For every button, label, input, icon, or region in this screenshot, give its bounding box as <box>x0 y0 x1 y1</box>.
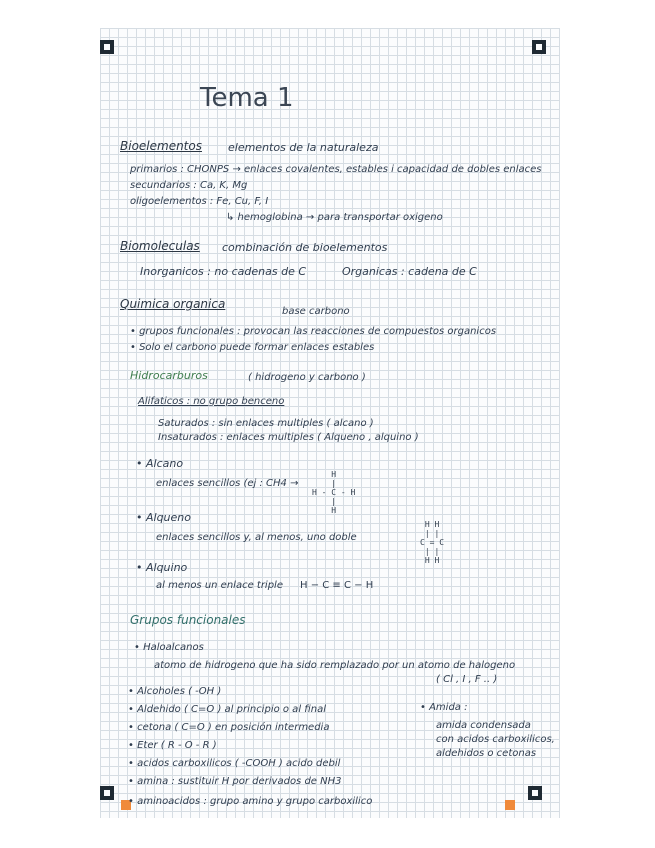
alcano-desc: enlaces sencillos (ej : CH4 → <box>156 478 299 489</box>
alquino-desc: al menos un enlace triple <box>156 580 283 591</box>
hidrocarburos-note: ( hidrogeno y carbono ) <box>248 372 366 383</box>
orange-marker-right <box>505 800 515 810</box>
amida-desc-2: con acidos carboxilicos, <box>436 734 555 745</box>
oligo-note: ↳ hemoglobina → para transportar oxigeno <box>226 212 443 223</box>
amida-desc-3: aldehidos o cetonas <box>436 748 537 759</box>
alcoholes-line: • Alcoholes ( -OH ) <box>128 686 222 697</box>
primarios-line: primarios : CHONPS → enlaces covalentes, estables i capacidad de dobles enlaces <box>130 164 542 175</box>
corner-marker-top-right <box>532 40 546 54</box>
haloalcanos-title: • Haloalcanos <box>134 642 204 653</box>
saturados-line: Saturados : sin enlaces multiples ( alcano ) <box>158 418 374 429</box>
page-title: Tema 1 <box>200 83 294 113</box>
alifaticos-line: Alifaticos : no grupo benceno <box>138 396 285 407</box>
haloalcanos-list: ( Cl , I , F .. ) <box>436 674 498 685</box>
grupos-heading: Grupos funcionales <box>130 613 246 627</box>
hidrocarburos-heading: Hidrocarburos <box>130 369 208 382</box>
cetona-line: • cetona ( C=O ) en posición intermedia <box>128 722 330 733</box>
oligoelementos-line: oligoelementos : Fe, Cu, F, I <box>130 196 269 207</box>
alqueno-title: • Alqueno <box>136 511 191 524</box>
insaturados-line: Insaturados : enlaces multiples ( Alqueno , alquino ) <box>158 432 419 443</box>
alqueno-formula-line: C = C <box>420 538 445 547</box>
alcano-formula <box>312 470 355 515</box>
inorganicas-line: Inorganicos : no cadenas de C <box>140 265 307 278</box>
amida-desc-1: amida condensada <box>436 720 531 731</box>
alqueno-formula-line: H H <box>424 556 440 565</box>
quimica-definition: base carbono <box>282 306 350 317</box>
alcano-formula-line: | <box>331 497 337 506</box>
alcano-formula-line: H - C - H <box>312 488 356 497</box>
alqueno-formula-line: | | <box>424 529 440 538</box>
alcano-formula-line: | <box>331 479 337 488</box>
amina-line: • amina : sustituir H por derivados de NH3 <box>128 776 342 787</box>
eter-line: • Eter ( R - O - R ) <box>128 740 217 751</box>
corner-marker-top-left <box>100 40 114 54</box>
amida-title: • Amida : <box>420 702 468 713</box>
biomoleculas-heading: Biomoleculas <box>120 239 200 253</box>
haloalcanos-desc: atomo de hidrogeno que ha sido remplazado por un atomo de halogeno <box>154 660 516 671</box>
alqueno-formula-line: | | <box>424 547 440 556</box>
bioelementos-definition: elementos de la naturaleza <box>228 141 379 154</box>
alcano-formula-line: H <box>331 506 337 515</box>
alcano-formula-line: H <box>331 470 337 479</box>
alquino-formula: H − C ≡ C − H <box>300 580 374 591</box>
alqueno-formula-line: H H <box>424 520 440 529</box>
organicas-line: Organicas : cadena de C <box>342 265 477 278</box>
quimica-heading: Quimica organica <box>120 297 226 311</box>
grupos-funcionales-note: • grupos funcionales : provocan las reacciones de compuestos organicos <box>130 326 497 337</box>
carbono-note: • Solo el carbono puede formar enlaces estables <box>130 342 375 353</box>
alquino-title: • Alquino <box>136 561 188 574</box>
secundarios-line: secundarios : Ca, K, Mg <box>130 180 248 191</box>
alcano-title: • Alcano <box>136 457 184 470</box>
acidos-line: • acidos carboxilicos ( -COOH ) acido debil <box>128 758 341 769</box>
aldehido-line: • Aldehido ( C=O ) al principio o al final <box>128 704 326 715</box>
aminoacidos-line: • aminoacidos : grupo amino y grupo carboxilico <box>128 796 373 807</box>
corner-marker-bottom-right <box>528 786 542 800</box>
alqueno-desc: enlaces sencillos y, al menos, uno doble <box>156 532 357 543</box>
biomoleculas-definition: combinación de bioelementos <box>222 241 388 254</box>
corner-marker-bottom-left <box>100 786 114 800</box>
alqueno-formula <box>420 520 444 565</box>
bioelementos-heading: Bioelementos <box>120 139 202 153</box>
